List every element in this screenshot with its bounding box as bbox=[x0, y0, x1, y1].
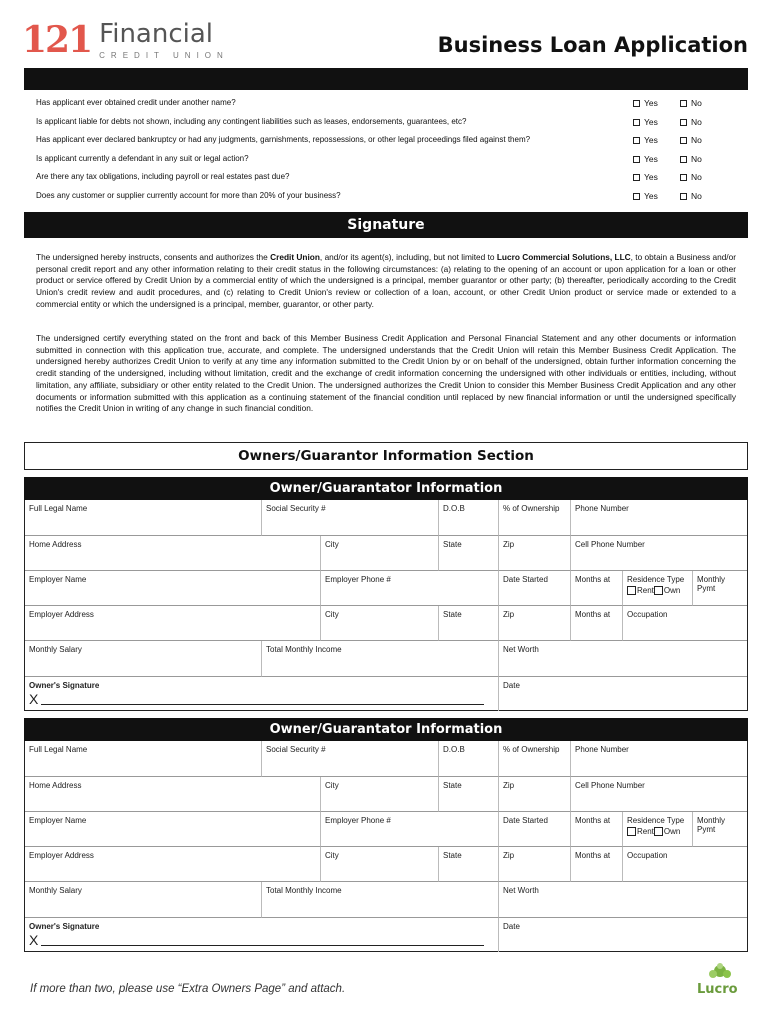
question-text: Has applicant ever declared bankruptcy or had any judgments, garnishments, repossessions, or other legal proceedings filed against them? bbox=[36, 135, 531, 144]
lucro-logo bbox=[695, 962, 747, 1002]
credit-union-logo bbox=[22, 18, 229, 62]
monthly-salary-field[interactable]: Monthly Salary bbox=[25, 882, 262, 918]
net-worth-field[interactable]: Net Worth bbox=[499, 641, 747, 677]
employment-months-field[interactable]: Months at bbox=[571, 847, 623, 882]
checkbox-icon[interactable] bbox=[680, 100, 687, 107]
total-monthly-income-field[interactable]: Total Monthly Income bbox=[262, 641, 499, 677]
phone-number-field[interactable]: Phone Number bbox=[571, 500, 747, 536]
owner-signature-field[interactable]: Owner's Signature X bbox=[25, 918, 499, 952]
city-field[interactable]: City bbox=[321, 536, 439, 571]
employer-state-field[interactable]: State bbox=[439, 606, 499, 641]
residence-type-field: Residence Type Rent Own bbox=[623, 571, 693, 606]
checkbox-icon[interactable] bbox=[680, 137, 687, 144]
months-at-field[interactable]: Months at bbox=[571, 812, 623, 847]
monthly-payment-field[interactable]: Monthly Pymt bbox=[693, 812, 747, 847]
document-title: Business Loan Application bbox=[437, 33, 748, 57]
checkbox-icon[interactable] bbox=[633, 119, 640, 126]
owner-form-grid bbox=[24, 741, 748, 952]
question-row bbox=[36, 150, 748, 169]
rent-checkbox[interactable] bbox=[627, 586, 636, 595]
leaf-icon bbox=[707, 962, 733, 984]
dob-field[interactable]: D.O.B bbox=[439, 500, 499, 536]
ssn-field[interactable]: Social Security # bbox=[262, 741, 439, 777]
phone-number-field[interactable]: Phone Number bbox=[571, 741, 747, 777]
logo-subtitle: CREDIT UNION bbox=[99, 50, 229, 60]
lucro-wordmark: Lucro bbox=[697, 982, 738, 997]
yes-option[interactable]: Yes bbox=[633, 113, 658, 131]
full-legal-name-field[interactable]: Full Legal Name bbox=[25, 500, 262, 536]
question-row bbox=[36, 131, 748, 150]
header-bar bbox=[24, 68, 748, 90]
owner-signature-field[interactable]: Owner's Signature X bbox=[25, 677, 499, 711]
checkbox-icon[interactable] bbox=[633, 100, 640, 107]
months-at-field[interactable]: Months at bbox=[571, 571, 623, 606]
question-text: Is applicant currently a defendant in any suit or legal action? bbox=[36, 153, 249, 163]
monthly-payment-field[interactable]: Monthly Pymt bbox=[693, 571, 747, 606]
employer-city-field[interactable]: City bbox=[321, 606, 439, 641]
owner-info-block bbox=[24, 477, 748, 711]
rent-checkbox[interactable] bbox=[627, 827, 636, 836]
question-row bbox=[36, 94, 748, 113]
no-option[interactable]: No bbox=[680, 187, 702, 205]
checkbox-icon[interactable] bbox=[680, 156, 687, 163]
employer-zip-field[interactable]: Zip bbox=[499, 847, 571, 882]
employer-name-field[interactable]: Employer Name bbox=[25, 812, 321, 847]
full-legal-name-field[interactable]: Full Legal Name bbox=[25, 741, 262, 777]
home-address-field[interactable]: Home Address bbox=[25, 777, 321, 812]
question-text: Has applicant ever obtained credit under another name? bbox=[36, 98, 236, 107]
question-row bbox=[36, 187, 748, 206]
checkbox-icon[interactable] bbox=[680, 193, 687, 200]
yes-option[interactable]: Yes bbox=[633, 187, 658, 205]
employer-address-field[interactable]: Employer Address bbox=[25, 606, 321, 641]
home-address-field[interactable]: Home Address bbox=[25, 536, 321, 571]
owner-info-block bbox=[24, 718, 748, 952]
question-row bbox=[36, 168, 748, 187]
no-option[interactable]: No bbox=[680, 94, 702, 112]
owner-block-title: Owner/Guarantator Information bbox=[24, 477, 748, 500]
questions-list bbox=[36, 94, 748, 205]
certification-paragraph: The undersigned certify everything stated on the front and back of this Member Business Credit Application and Personal Financial Statement and any other documents or information submitted in connection with this application true, accurate, and complete. The undersigned understands that the Credit Union will retain this Member Business Credit Application. The undersigned hereby authorizes Credit Union to verify at any time any information submitted to the Credit Union by or on behalf of the undersigned, obtain further information concerning the credit standing of the undersigned, including without limitation, credit and the exchange of credit information concerning the undersigned with other individuals or entities, including, without limitation, any affiliate, subsidiary or other entity related to the Credit Union. The undersigned authorizes the Credit Union to consider this Member Business Credit Application and any other documents or information submitted with this application as a continuing statement of the financial condition until replaced by new financial information or until the undersigned specifically notifies the Credit Union in writing of any change in such financial condition. bbox=[36, 333, 736, 414]
own-checkbox[interactable] bbox=[654, 827, 663, 836]
employer-city-field[interactable]: City bbox=[321, 847, 439, 882]
employment-months-field[interactable]: Months at bbox=[571, 606, 623, 641]
zip-field[interactable]: Zip bbox=[499, 777, 571, 812]
checkbox-icon[interactable] bbox=[680, 174, 687, 181]
question-text: Does any customer or supplier currently account for more than 20% of your business? bbox=[36, 190, 341, 200]
no-option[interactable]: No bbox=[680, 150, 702, 168]
owners-section-title: Owners/Guarantor Information Section bbox=[24, 442, 748, 470]
own-checkbox[interactable] bbox=[654, 586, 663, 595]
signature-date-field[interactable]: Date bbox=[503, 681, 520, 690]
ownership-percent-field[interactable]: % of Ownership bbox=[499, 500, 571, 536]
employer-phone-field[interactable]: Employer Phone # bbox=[321, 571, 499, 606]
state-field[interactable]: State bbox=[439, 777, 499, 812]
city-field[interactable]: City bbox=[321, 777, 439, 812]
net-worth-field[interactable]: Net Worth bbox=[499, 882, 747, 918]
no-option[interactable]: No bbox=[680, 131, 702, 149]
occupation-field[interactable]: Occupation bbox=[623, 847, 747, 882]
owner-block-title: Owner/Guarantator Information bbox=[24, 718, 748, 741]
checkbox-icon[interactable] bbox=[680, 119, 687, 126]
monthly-salary-field[interactable]: Monthly Salary bbox=[25, 641, 262, 677]
checkbox-icon[interactable] bbox=[633, 156, 640, 163]
employer-zip-field[interactable]: Zip bbox=[499, 606, 571, 641]
employer-state-field[interactable]: State bbox=[439, 847, 499, 882]
total-monthly-income-field[interactable]: Total Monthly Income bbox=[262, 882, 499, 918]
employer-phone-field[interactable]: Employer Phone # bbox=[321, 812, 499, 847]
employer-address-field[interactable]: Employer Address bbox=[25, 847, 321, 882]
question-text: Is applicant liable for debts not shown, including any contingent liabilities such as leases, endorsements, guarantees, etc? bbox=[36, 116, 467, 126]
yes-option[interactable]: Yes bbox=[633, 150, 658, 168]
date-started-field[interactable]: Date Started bbox=[499, 812, 571, 847]
residence-type-field: Residence Type Rent Own bbox=[623, 812, 693, 847]
yes-option[interactable]: Yes bbox=[633, 168, 658, 186]
yes-option[interactable]: Yes bbox=[633, 94, 658, 112]
logo-name: Financial bbox=[99, 18, 214, 49]
question-text: Are there any tax obligations, including payroll or real estates past due? bbox=[36, 172, 290, 181]
yes-option[interactable]: Yes bbox=[633, 131, 658, 149]
owner-form-grid bbox=[24, 500, 748, 711]
no-option[interactable]: No bbox=[680, 113, 702, 131]
authorization-paragraph: The undersigned hereby instructs, consents and authorizes the Credit Union, and/or its agent(s), including, but not limited to Lucro Commercial Solutions, LLC, to obtain a Business and/or personal credit report and any other information relating to their credit status in the following circumstances: (a) relating to the opening of an account or upon application for a loan or other product or service offered by Credit Union by a commercial entity of which the undersigned is a principal, member guarantor or other party; (b) thereafter, periodically according to the Credit Union's credit review and audit procedures, and (c) relating to Credit Union's review or collection of a loan, account, or other Credit Union product or service made or extended to a commercial entity or which the undersigned is a principal, member, guarantor, or other party. bbox=[36, 252, 736, 309]
ssn-field[interactable]: Social Security # bbox=[262, 500, 439, 536]
question-row bbox=[36, 113, 748, 132]
logo-number: 121 bbox=[22, 19, 92, 61]
checkbox-icon[interactable] bbox=[633, 137, 640, 144]
employer-name-field[interactable]: Employer Name bbox=[25, 571, 321, 606]
signature-section-header: Signature bbox=[24, 212, 748, 238]
checkbox-icon[interactable] bbox=[633, 174, 640, 181]
occupation-field[interactable]: Occupation bbox=[623, 606, 747, 641]
zip-field[interactable]: Zip bbox=[499, 536, 571, 571]
cell-phone-field[interactable]: Cell Phone Number bbox=[571, 536, 747, 571]
state-field[interactable]: State bbox=[439, 536, 499, 571]
date-started-field[interactable]: Date Started bbox=[499, 571, 571, 606]
cell-phone-field[interactable]: Cell Phone Number bbox=[571, 777, 747, 812]
ownership-percent-field[interactable]: % of Ownership bbox=[499, 741, 571, 777]
signature-date-field[interactable]: Date bbox=[503, 922, 520, 931]
checkbox-icon[interactable] bbox=[633, 193, 640, 200]
no-option[interactable]: No bbox=[680, 168, 702, 186]
dob-field[interactable]: D.O.B bbox=[439, 741, 499, 777]
footer-note: If more than two, please use “Extra Owners Page” and attach. bbox=[30, 983, 346, 995]
